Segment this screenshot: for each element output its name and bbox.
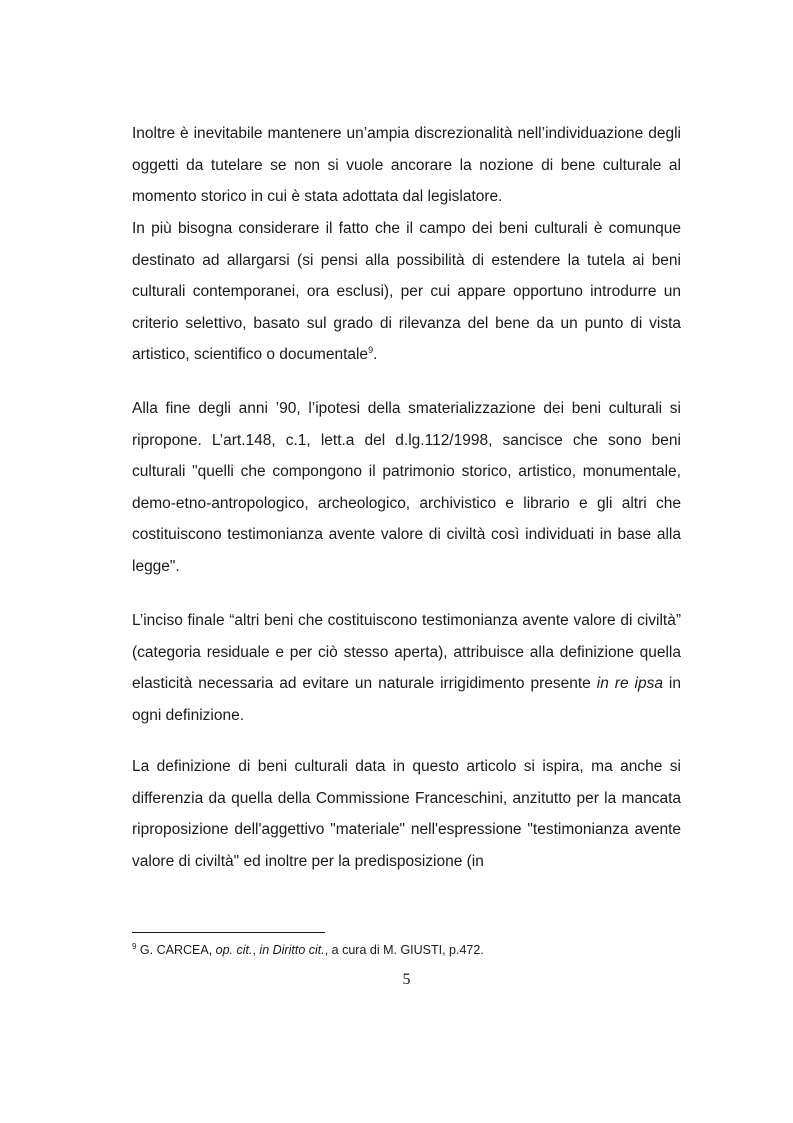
paragraph-4-italic-phrase: in re ipsa xyxy=(596,675,663,693)
footnote-separator: , xyxy=(252,943,260,957)
footnote-rest: , a cura di M. GIUSTI, p.472. xyxy=(324,943,484,957)
footnote-author: G. CARCEA, xyxy=(136,943,216,957)
paragraph-5 xyxy=(132,751,681,877)
footnote xyxy=(132,941,681,959)
paragraph-4-text-after: in ogni definizione. xyxy=(132,675,681,724)
footnote-italic-1: op. cit. xyxy=(215,943,253,957)
paragraph-2-text: In più bisogna considerare il fatto che il campo dei beni culturali è comunque destinato ad allargarsi (si pensi alla possibilità di estendere la tutela ai beni culturali contemporanei, ora esclusi), per cui appare opportuno introdurre un criterio selettivo, basato sul grado di rilevanza del bene da un punto di vista artistico, scientifico o documentale xyxy=(132,220,681,364)
paragraph-2-end: . xyxy=(373,346,378,364)
footnote-italic-2: in Diritto cit. xyxy=(259,943,325,957)
footnote-reference[interactable]: 9 xyxy=(368,345,374,356)
paragraph-3 xyxy=(132,393,681,583)
paragraph-5-text: La definizione di beni culturali data in questo articolo si ispira, ma anche si differenzia da quella della Commissione Franceschini, anzitutto per la mancata riproposizione dell'aggettivo "materiale" nell'espressione "testimonianza avente valore di civiltà" ed inoltre per la predisposizione (in xyxy=(132,758,681,870)
footnote-number: 9 xyxy=(132,942,137,951)
footnote-divider xyxy=(132,932,325,933)
paragraph-1-text: Inoltre è inevitabile mantenere un’ampia discrezionalità nell’individuazione degli oggetti da tutelare se non si vuole ancorare la nozione di bene culturale al momento storico in cui è stata adottata dal legislatore. xyxy=(132,125,681,206)
paragraph-4-text-before: L’inciso finale “altri beni che costituiscono testimonianza avente valore di civiltà” (categoria residuale e per ciò stesso aperta), attribuisce alla definizione quella elasticità necessaria ad evitare un naturale irrigidimento presente xyxy=(132,612,681,693)
paragraph-4 xyxy=(132,605,681,731)
page-number: 5 xyxy=(402,971,411,988)
paragraph-3-text: Alla fine degli anni ’90, l’ipotesi della smaterializzazione dei beni culturali si ripropone. L’art.148, c.1, lett.a del d.lg.112/1998, sancisce che sono beni culturali "quelli che compongono il patrimonio storico, artistico, monumentale, demo-etno-antropologico, archeologico, archivistico e librario e gli altri che costituiscono testimonianza avente valore di civiltà così individuati in base alla legge". xyxy=(132,400,681,575)
paragraph-2 xyxy=(132,213,681,371)
paragraph-1 xyxy=(132,118,681,213)
